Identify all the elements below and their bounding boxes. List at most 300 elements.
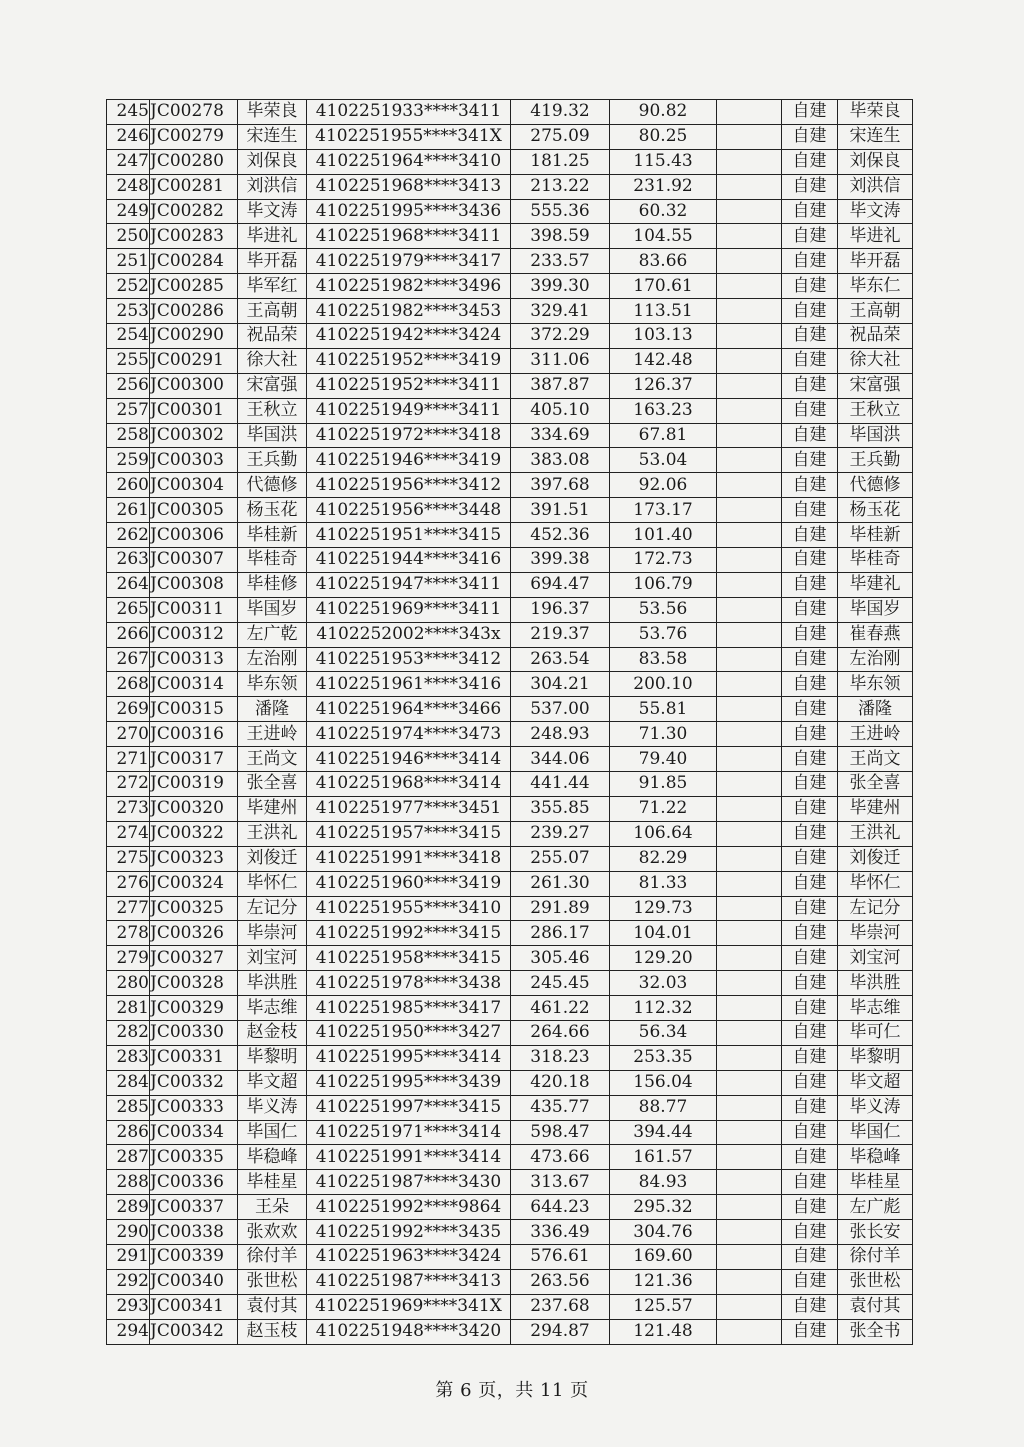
parcel-code: JC00322: [150, 821, 238, 846]
area-value-2: 129.20: [610, 946, 717, 971]
id-number: 4102251964****3466: [307, 697, 511, 722]
row-number: 289: [107, 1195, 150, 1220]
area-value-1: 305.46: [511, 946, 610, 971]
parcel-code: JC00337: [150, 1195, 238, 1220]
id-number: 4102251995****3439: [307, 1070, 511, 1095]
holder-name: 毕文超: [238, 1070, 307, 1095]
build-type: 自建: [782, 1195, 838, 1220]
id-number: 4102251995****3414: [307, 1045, 511, 1070]
table-row: [107, 448, 913, 473]
area-value-1: 397.68: [511, 473, 610, 498]
build-type: 自建: [782, 896, 838, 921]
blank-cell: [717, 697, 782, 722]
blank-cell: [717, 274, 782, 299]
area-value-2: 115.43: [610, 149, 717, 174]
blank-cell: [717, 373, 782, 398]
holder-name: 毕荣良: [238, 100, 307, 125]
row-number: 273: [107, 796, 150, 821]
area-value-1: 248.93: [511, 722, 610, 747]
table-row: [107, 597, 913, 622]
build-type: 自建: [782, 498, 838, 523]
holder-name: 袁付其: [238, 1294, 307, 1319]
area-value-2: 79.40: [610, 747, 717, 772]
table-row: [107, 1120, 913, 1145]
table-row: [107, 498, 913, 523]
owner-name: 崔春燕: [838, 622, 913, 647]
build-type: 自建: [782, 1095, 838, 1120]
id-number: 4102251948****3420: [307, 1319, 511, 1344]
table-row: [107, 946, 913, 971]
holder-name: 毕军红: [238, 274, 307, 299]
blank-cell: [717, 199, 782, 224]
owner-name: 宋连生: [838, 124, 913, 149]
build-type: 自建: [782, 448, 838, 473]
build-type: 自建: [782, 996, 838, 1021]
holder-name: 宋连生: [238, 124, 307, 149]
area-value-1: 452.36: [511, 523, 610, 548]
table-row: [107, 523, 913, 548]
build-type: 自建: [782, 548, 838, 573]
owner-name: 毕东仁: [838, 274, 913, 299]
parcel-code: JC00319: [150, 772, 238, 797]
id-number: 4102251933****3411: [307, 100, 511, 125]
owner-name: 张世松: [838, 1269, 913, 1294]
area-value-1: 391.51: [511, 498, 610, 523]
holder-name: 张欢欢: [238, 1220, 307, 1245]
blank-cell: [717, 672, 782, 697]
build-type: 自建: [782, 747, 838, 772]
table-row: [107, 473, 913, 498]
area-value-1: 399.30: [511, 274, 610, 299]
page-footer: 第 6 页，共 11 页: [435, 1380, 589, 1401]
area-value-2: 121.48: [610, 1319, 717, 1344]
table-row: [107, 1220, 913, 1245]
row-number: 255: [107, 348, 150, 373]
build-type: 自建: [782, 572, 838, 597]
blank-cell: [717, 1195, 782, 1220]
build-type: 自建: [782, 1220, 838, 1245]
owner-name: 毕义涛: [838, 1095, 913, 1120]
parcel-code: JC00333: [150, 1095, 238, 1120]
build-type: 自建: [782, 1120, 838, 1145]
build-type: 自建: [782, 871, 838, 896]
build-type: 自建: [782, 149, 838, 174]
area-value-2: 113.51: [610, 299, 717, 324]
blank-cell: [717, 1294, 782, 1319]
build-type: 自建: [782, 249, 838, 274]
id-number: 4102251968****3414: [307, 772, 511, 797]
blank-cell: [717, 622, 782, 647]
owner-name: 毕桂奇: [838, 548, 913, 573]
build-type: 自建: [782, 622, 838, 647]
build-type: 自建: [782, 597, 838, 622]
owner-name: 毕开磊: [838, 249, 913, 274]
holder-name: 赵玉枝: [238, 1319, 307, 1344]
id-number: 4102251952****3411: [307, 373, 511, 398]
holder-name: 毕桂新: [238, 523, 307, 548]
parcel-code: JC00285: [150, 274, 238, 299]
holder-name: 代德修: [238, 473, 307, 498]
table-row: [107, 373, 913, 398]
blank-cell: [717, 1070, 782, 1095]
area-value-2: 67.81: [610, 423, 717, 448]
id-number: 4102251978****3438: [307, 971, 511, 996]
build-type: 自建: [782, 398, 838, 423]
area-value-2: 163.23: [610, 398, 717, 423]
holder-name: 毕桂奇: [238, 548, 307, 573]
build-type: 自建: [782, 1244, 838, 1269]
build-type: 自建: [782, 124, 838, 149]
blank-cell: [717, 473, 782, 498]
table-row: [107, 1244, 913, 1269]
blank-cell: [717, 1319, 782, 1344]
area-value-1: 213.22: [511, 174, 610, 199]
area-value-2: 104.55: [610, 224, 717, 249]
holder-name: 毕怀仁: [238, 871, 307, 896]
id-number: 4102251992****9864: [307, 1195, 511, 1220]
holder-name: 刘宝河: [238, 946, 307, 971]
holder-name: 王洪礼: [238, 821, 307, 846]
blank-cell: [717, 946, 782, 971]
row-number: 280: [107, 971, 150, 996]
area-value-2: 161.57: [610, 1145, 717, 1170]
area-value-2: 200.10: [610, 672, 717, 697]
parcel-code: JC00286: [150, 299, 238, 324]
holder-name: 王尚文: [238, 747, 307, 772]
owner-name: 王进岭: [838, 722, 913, 747]
parcel-code: JC00304: [150, 473, 238, 498]
table-row: [107, 1294, 913, 1319]
area-value-1: 263.54: [511, 647, 610, 672]
blank-cell: [717, 124, 782, 149]
owner-name: 刘宝河: [838, 946, 913, 971]
owner-name: 毕可仁: [838, 1020, 913, 1045]
holder-name: 左记分: [238, 896, 307, 921]
build-type: 自建: [782, 697, 838, 722]
build-type: 自建: [782, 1170, 838, 1195]
area-value-2: 172.73: [610, 548, 717, 573]
table-row: [107, 996, 913, 1021]
holder-name: 左治刚: [238, 647, 307, 672]
table-row: [107, 647, 913, 672]
holder-name: 张世松: [238, 1269, 307, 1294]
area-value-2: 56.34: [610, 1020, 717, 1045]
row-number: 253: [107, 299, 150, 324]
build-type: 自建: [782, 199, 838, 224]
table-row: [107, 572, 913, 597]
id-number: 4102251950****3427: [307, 1020, 511, 1045]
parcel-code: JC00313: [150, 647, 238, 672]
area-value-1: 264.66: [511, 1020, 610, 1045]
area-value-1: 311.06: [511, 348, 610, 373]
table-row: [107, 1269, 913, 1294]
table-row: [107, 722, 913, 747]
area-value-2: 81.33: [610, 871, 717, 896]
table-row: [107, 971, 913, 996]
row-number: 266: [107, 622, 150, 647]
holder-name: 毕稳峰: [238, 1145, 307, 1170]
id-number: 4102251991****3414: [307, 1145, 511, 1170]
area-value-1: 461.22: [511, 996, 610, 1021]
owner-name: 毕建州: [838, 796, 913, 821]
blank-cell: [717, 324, 782, 349]
blank-cell: [717, 572, 782, 597]
id-number: 4102252002****343x: [307, 622, 511, 647]
blank-cell: [717, 398, 782, 423]
area-value-1: 261.30: [511, 871, 610, 896]
area-value-1: 294.87: [511, 1319, 610, 1344]
owner-name: 徐大社: [838, 348, 913, 373]
blank-cell: [717, 1045, 782, 1070]
parcel-code: JC00332: [150, 1070, 238, 1095]
area-value-2: 231.92: [610, 174, 717, 199]
area-value-2: 92.06: [610, 473, 717, 498]
table-row: [107, 548, 913, 573]
parcel-code: JC00336: [150, 1170, 238, 1195]
id-number: 4102251979****3417: [307, 249, 511, 274]
holder-name: 毕建州: [238, 796, 307, 821]
holder-name: 毕桂修: [238, 572, 307, 597]
holder-name: 毕开磊: [238, 249, 307, 274]
build-type: 自建: [782, 224, 838, 249]
owner-name: 毕洪胜: [838, 971, 913, 996]
area-value-1: 313.67: [511, 1170, 610, 1195]
area-value-2: 101.40: [610, 523, 717, 548]
row-number: 275: [107, 846, 150, 871]
row-number: 257: [107, 398, 150, 423]
table-row: [107, 348, 913, 373]
build-type: 自建: [782, 423, 838, 448]
id-number: 4102251972****3418: [307, 423, 511, 448]
blank-cell: [717, 747, 782, 772]
id-number: 4102251955****341X: [307, 124, 511, 149]
build-type: 自建: [782, 921, 838, 946]
table-row: [107, 896, 913, 921]
table-row: [107, 274, 913, 299]
holder-name: 左广乾: [238, 622, 307, 647]
id-number: 4102251944****3416: [307, 548, 511, 573]
id-number: 4102251952****3419: [307, 348, 511, 373]
area-value-2: 112.32: [610, 996, 717, 1021]
build-type: 自建: [782, 324, 838, 349]
id-number: 4102251956****3412: [307, 473, 511, 498]
blank-cell: [717, 796, 782, 821]
build-type: 自建: [782, 299, 838, 324]
row-number: 281: [107, 996, 150, 1021]
owner-name: 毕志维: [838, 996, 913, 1021]
build-type: 自建: [782, 821, 838, 846]
table-row: [107, 1145, 913, 1170]
blank-cell: [717, 448, 782, 473]
table-row: [107, 124, 913, 149]
id-number: 4102251997****3415: [307, 1095, 511, 1120]
id-number: 4102251946****3414: [307, 747, 511, 772]
row-number: 279: [107, 946, 150, 971]
owner-name: 杨玉花: [838, 498, 913, 523]
build-type: 自建: [782, 473, 838, 498]
row-number: 247: [107, 149, 150, 174]
roster-body: [107, 100, 913, 1345]
id-number: 4102251969****3411: [307, 597, 511, 622]
owner-name: 刘俊迁: [838, 846, 913, 871]
row-number: 250: [107, 224, 150, 249]
parcel-code: JC00334: [150, 1120, 238, 1145]
build-type: 自建: [782, 772, 838, 797]
area-value-2: 53.56: [610, 597, 717, 622]
id-number: 4102251971****3414: [307, 1120, 511, 1145]
owner-name: 袁付其: [838, 1294, 913, 1319]
owner-name: 张长安: [838, 1220, 913, 1245]
row-number: 283: [107, 1045, 150, 1070]
area-value-1: 598.47: [511, 1120, 610, 1145]
blank-cell: [717, 821, 782, 846]
area-value-1: 398.59: [511, 224, 610, 249]
area-value-1: 318.23: [511, 1045, 610, 1070]
owner-name: 毕怀仁: [838, 871, 913, 896]
owner-name: 张全喜: [838, 772, 913, 797]
area-value-2: 82.29: [610, 846, 717, 871]
row-number: 267: [107, 647, 150, 672]
row-number: 287: [107, 1145, 150, 1170]
build-type: 自建: [782, 523, 838, 548]
id-number: 4102251956****3448: [307, 498, 511, 523]
area-value-1: 576.61: [511, 1244, 610, 1269]
area-value-1: 233.57: [511, 249, 610, 274]
parcel-code: JC00303: [150, 448, 238, 473]
table-row: [107, 747, 913, 772]
owner-name: 刘洪信: [838, 174, 913, 199]
blank-cell: [717, 1095, 782, 1120]
parcel-code: JC00326: [150, 921, 238, 946]
area-value-1: 387.87: [511, 373, 610, 398]
id-number: 4102251961****3416: [307, 672, 511, 697]
holder-name: 毕黎明: [238, 1045, 307, 1070]
build-type: 自建: [782, 672, 838, 697]
holder-name: 刘洪信: [238, 174, 307, 199]
build-type: 自建: [782, 1294, 838, 1319]
holder-name: 毕桂星: [238, 1170, 307, 1195]
holder-name: 毕义涛: [238, 1095, 307, 1120]
area-value-1: 263.56: [511, 1269, 610, 1294]
parcel-code: JC00301: [150, 398, 238, 423]
table-row: [107, 224, 913, 249]
build-type: 自建: [782, 1319, 838, 1344]
owner-name: 毕桂星: [838, 1170, 913, 1195]
parcel-code: JC00341: [150, 1294, 238, 1319]
area-value-2: 55.81: [610, 697, 717, 722]
parcel-code: JC00316: [150, 722, 238, 747]
id-number: 4102251969****341X: [307, 1294, 511, 1319]
owner-name: 左记分: [838, 896, 913, 921]
holder-name: 刘俊迁: [238, 846, 307, 871]
owner-name: 王尚文: [838, 747, 913, 772]
build-type: 自建: [782, 1020, 838, 1045]
row-number: 276: [107, 871, 150, 896]
parcel-code: JC00327: [150, 946, 238, 971]
row-number: 249: [107, 199, 150, 224]
blank-cell: [717, 1170, 782, 1195]
row-number: 272: [107, 772, 150, 797]
blank-cell: [717, 1120, 782, 1145]
id-number: 4102251992****3415: [307, 921, 511, 946]
area-value-2: 83.66: [610, 249, 717, 274]
row-number: 294: [107, 1319, 150, 1344]
owner-name: 王高朝: [838, 299, 913, 324]
area-value-2: 169.60: [610, 1244, 717, 1269]
parcel-code: JC00306: [150, 523, 238, 548]
area-value-1: 405.10: [511, 398, 610, 423]
parcel-code: JC00338: [150, 1220, 238, 1245]
row-number: 286: [107, 1120, 150, 1145]
row-number: 252: [107, 274, 150, 299]
build-type: 自建: [782, 647, 838, 672]
roster-table: [106, 99, 913, 1345]
table-row: [107, 1319, 913, 1344]
row-number: 263: [107, 548, 150, 573]
blank-cell: [717, 597, 782, 622]
row-number: 285: [107, 1095, 150, 1120]
holder-name: 杨玉花: [238, 498, 307, 523]
table-row: [107, 846, 913, 871]
owner-name: 毕文涛: [838, 199, 913, 224]
id-number: 4102251949****3411: [307, 398, 511, 423]
build-type: 自建: [782, 1070, 838, 1095]
table-row: [107, 1020, 913, 1045]
area-value-1: 219.37: [511, 622, 610, 647]
owner-name: 左广彪: [838, 1195, 913, 1220]
build-type: 自建: [782, 846, 838, 871]
holder-name: 徐付羊: [238, 1244, 307, 1269]
table-row: [107, 821, 913, 846]
owner-name: 刘保良: [838, 149, 913, 174]
owner-name: 毕稳峰: [838, 1145, 913, 1170]
table-row: [107, 149, 913, 174]
holder-name: 宋富强: [238, 373, 307, 398]
id-number: 4102251992****3435: [307, 1220, 511, 1245]
holder-name: 毕国岁: [238, 597, 307, 622]
area-value-2: 295.32: [610, 1195, 717, 1220]
parcel-code: JC00325: [150, 896, 238, 921]
owner-name: 毕国洪: [838, 423, 913, 448]
row-number: 254: [107, 324, 150, 349]
owner-name: 毕桂新: [838, 523, 913, 548]
parcel-code: JC00307: [150, 548, 238, 573]
area-value-1: 237.68: [511, 1294, 610, 1319]
build-type: 自建: [782, 373, 838, 398]
area-value-1: 334.69: [511, 423, 610, 448]
holder-name: 张全喜: [238, 772, 307, 797]
blank-cell: [717, 299, 782, 324]
row-number: 282: [107, 1020, 150, 1045]
area-value-2: 90.82: [610, 100, 717, 125]
holder-name: 毕文涛: [238, 199, 307, 224]
owner-name: 毕进礼: [838, 224, 913, 249]
holder-name: 毕志维: [238, 996, 307, 1021]
blank-cell: [717, 896, 782, 921]
row-number: 292: [107, 1269, 150, 1294]
parcel-code: JC00302: [150, 423, 238, 448]
area-value-2: 32.03: [610, 971, 717, 996]
owner-name: 潘隆: [838, 697, 913, 722]
id-number: 4102251968****3411: [307, 224, 511, 249]
holder-name: 徐大社: [238, 348, 307, 373]
id-number: 4102251964****3410: [307, 149, 511, 174]
build-type: 自建: [782, 971, 838, 996]
blank-cell: [717, 548, 782, 573]
blank-cell: [717, 846, 782, 871]
row-number: 262: [107, 523, 150, 548]
id-number: 4102251977****3451: [307, 796, 511, 821]
